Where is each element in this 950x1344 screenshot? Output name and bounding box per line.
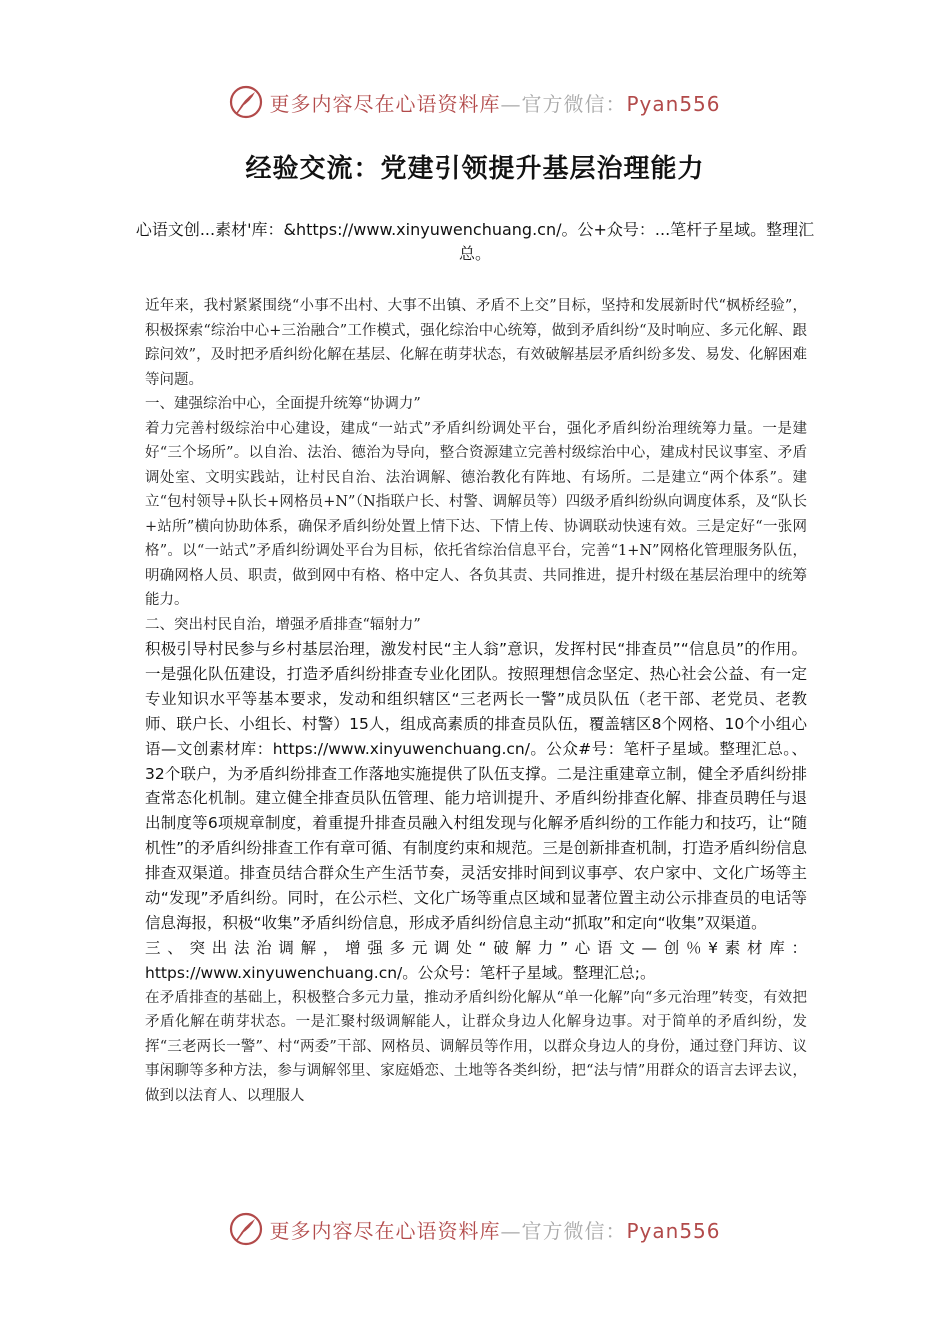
- section-heading-2: 二、突出村民自治，增强矛盾排查“辐射力”: [145, 616, 421, 633]
- section-3-paragraph: 在矛盾排查的基础上，积极整合多元力量，推动矛盾纠纷化解从“单一化解”向“多元治理”转变，有效把矛盾化解在萌芽状态。一是汇聚村级调解能人，让群众身边人化解身边事。对于简单的矛盾纠纷，发挥“三老两长一警”、村“两委”干部、网格员、调解员等作用，以群众身边人的身份，通过登门拜访、议事闲聊等多种方法，参与调解邻里、家庭婚恋、土地等各类纠纷，把“法与情”用群众的语言去评去议，做到以法育人、以理服人: [145, 989, 807, 1104]
- section-heading-1: 一、建强综治中心，全面提升统筹“协调力”: [145, 396, 421, 412]
- section-heading-3: 三、突出法治调解，增强多元调处“破解力”心语文—创％¥素材库：https://www.xinyuwenchuang.cn/。公众号：笔杆子星域。整理汇总;。: [145, 938, 807, 982]
- banner-wechat-id: Pyan556: [626, 1218, 721, 1243]
- article-body: [145, 294, 807, 1108]
- quill-logo-icon: [229, 1212, 263, 1246]
- banner-main: 更多内容尽在心语资料库: [269, 1218, 501, 1243]
- banner-sep: —: [500, 91, 522, 116]
- header-banner: [0, 80, 950, 124]
- quill-logo-icon: [229, 85, 263, 119]
- section-2-paragraph: 积极引导村民参与乡村基层治理，激发村民“主人翁”意识，发挥村民“排查员”“信息员”的作用。一是强化队伍建设，打造矛盾纠纷排查专业化团队。按照理想信念坚定、热心社会公益、有一定专业知识水平等基本要求，发动和组织辖区“三老两长一警”成员队伍（老干部、老党员、老教师、联户长、小组长、村警）15人，组成高素质的排查员队伍，覆盖辖区8个网格、10个小组心语—文创素材库：https://www.xinyuwenchuang.cn/。公众#号：笔杆子星域。整理汇总。、32个联户，为矛盾纠纷排查工作落地实施提供了队伍支撑。二是注重建章立制，健全矛盾纠纷排查常态化机制。建立健全排查员队伍管理、能力培训提升、矛盾纠纷排查化解、排查员聘任与退出制度等6项规章制度，着重提升排查员融入村组发现与化解矛盾纠纷的工作能力和技巧，让“随机性”的矛盾纠纷排查工作有章可循、有制度约束和规范。三是创新排查机制，打造矛盾纠纷信息排查双渠道。排查员结合群众生产生活节奏，灵活安排时间到议事亭、农户家中、文化广场等主动“发现”矛盾纠纷。同时，在公示栏、文化广场等重点区域和显著位置主动公示排查员的电话等信息海报，积极“收集”矛盾纠纷信息，形成矛盾纠纷信息主动“抓取”和定向“收集”双渠道。: [145, 640, 807, 932]
- page-subtitle: 心语文创...素材'库：&https://www.xinyuwenchuang.cn/。公+众号：...笔杆子星域。整理汇总。: [135, 220, 815, 263]
- banner-main: 更多内容尽在心语资料库: [269, 91, 501, 116]
- intro-paragraph: 近年来，我村紧紧围绕“小事不出村、大事不出镇、矛盾不上交”目标，坚持和发展新时代“枫桥经验”，积极探索“综治中心+三治融合”工作模式，强化综治中心统筹，做到矛盾纠纷“及时响应、多元化解、跟踪问效”，及时把矛盾纠纷化解在基层、化解在萌芽状态，有效破解基层矛盾纠纷多发、易发、化解困难等问题。: [145, 298, 807, 388]
- banner-text: [269, 1215, 720, 1244]
- page-title: 经验交流：党建引领提升基层治理能力: [245, 154, 705, 184]
- banner-sep: —: [500, 1218, 522, 1243]
- footer-banner: [0, 1207, 950, 1251]
- banner-text: [269, 88, 720, 117]
- banner-wechat-id: Pyan556: [626, 91, 721, 116]
- section-1-paragraph: 着力完善村级综治中心建设，建成“一站式”矛盾纠纷调处平台，强化矛盾纠纷治理统筹力量。一是建好“三个场所”。以自治、法治、德治为导向，整合资源建立完善村级综治中心，建成村民议事室、矛盾调处室、文明实践站，让村民自治、法治调解、德治教化有阵地、有场所。二是建立“两个体系”。建立“包村领导+队长+网格员+N”（N指联户长、村警、调解员等）四级矛盾纠纷纵向调度体系，及“队长+站所”横向协助体系，确保矛盾纠纷处置上情下达、下情上传、协调联动快速有效。三是定好“一张网格”。以“一站式”矛盾纠纷调处平台为目标，依托省综治信息平台，完善“1+N”网格化管理服务队伍，明确网格人员、职责，做到网中有格、格中定人、各负其责、共同推进，提升村级在基层治理中的统筹能力。: [145, 420, 807, 608]
- banner-wechat-label: 官方微信：: [521, 1218, 627, 1243]
- banner-wechat-label: 官方微信：: [521, 91, 627, 116]
